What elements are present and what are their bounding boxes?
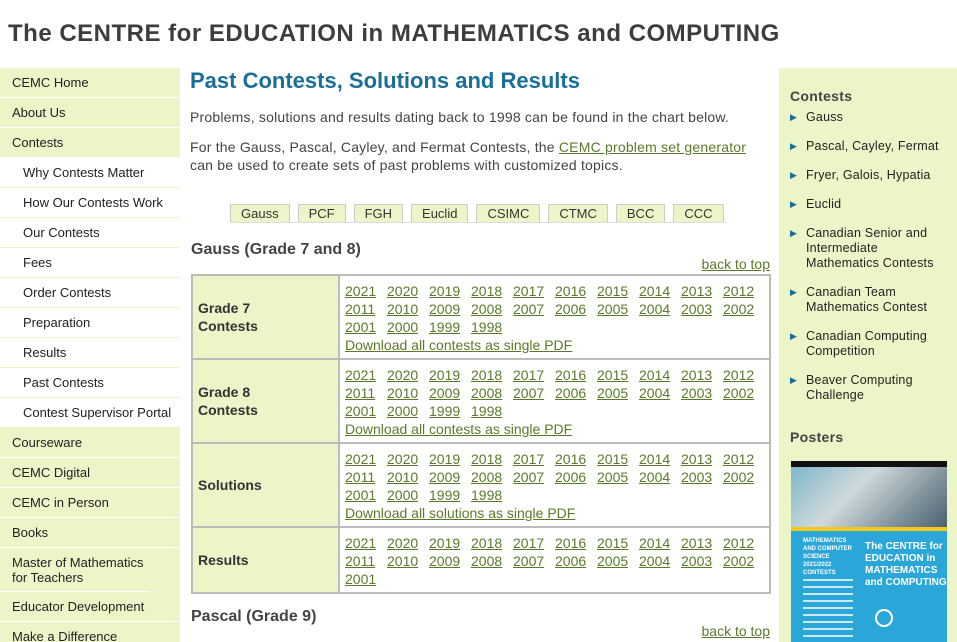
poster-photo [791,467,947,527]
year-link[interactable]: 2012 [723,282,755,299]
year-link[interactable]: 1999 [429,402,461,419]
nav-contest-supervisor-portal[interactable]: Contest Supervisor Portal [0,398,180,428]
tabs-divider [230,222,726,223]
poster-title: The CENTRE for EDUCATION in MATHEMATICS and COMPUTING [865,541,947,588]
year-link[interactable]: 2021 [345,450,377,467]
back-to-top-link[interactable]: back to top [701,623,770,639]
year-link[interactable]: 2019 [429,450,461,467]
year-link[interactable]: 2018 [471,366,503,383]
year-link[interactable]: 2017 [513,282,545,299]
year-link[interactable]: 2009 [429,300,461,317]
year-link[interactable]: 2003 [681,384,713,401]
year-link[interactable]: 2007 [513,300,545,317]
nav-courseware[interactable]: Courseware [0,428,180,458]
contest-links [779,110,957,403]
year-links [345,282,765,336]
poster-stripe [791,527,947,531]
year-link[interactable]: 2017 [513,366,545,383]
year-link[interactable]: 2015 [597,282,629,299]
right-sidebar [779,68,957,642]
year-link[interactable]: 2008 [471,300,503,317]
year-link[interactable]: 2009 [429,552,461,569]
year-link[interactable]: 2001 [345,318,377,335]
year-link[interactable]: 2002 [723,552,755,569]
year-link[interactable]: 2000 [387,486,419,503]
year-link[interactable]: 2013 [681,534,713,551]
nav-why-contests-matter[interactable]: Why Contests Matter [0,158,180,188]
contest-link[interactable] [779,373,939,403]
contest-link[interactable] [779,285,939,315]
year-link[interactable]: 2014 [639,282,671,299]
nav-past-contests[interactable]: Past Contests [0,368,180,398]
year-link[interactable]: 2019 [429,366,461,383]
year-link[interactable]: 2020 [387,534,419,551]
year-link[interactable]: 2020 [387,282,419,299]
row-label: Results [192,527,339,593]
year-links [345,534,765,588]
contest-link-label: Beaver Computing Challenge [806,373,913,402]
year-link[interactable]: 2000 [387,318,419,335]
row-label: Grade 7 Contests [192,275,339,359]
year-link[interactable]: 2005 [597,468,629,485]
year-link[interactable]: 2007 [513,384,545,401]
year-link[interactable]: 2005 [597,384,629,401]
back-to-top-link[interactable]: back to top [701,256,770,272]
poster-logo-icon [875,609,893,627]
year-link[interactable]: 2010 [387,384,419,401]
year-link[interactable]: 1998 [471,402,503,419]
year-link[interactable]: 2007 [513,552,545,569]
nav-our-contests[interactable]: Our Contests [0,218,180,248]
row-links [339,527,770,593]
year-link[interactable]: 2013 [681,366,713,383]
year-link[interactable]: 2016 [555,534,587,551]
year-link[interactable]: 2021 [345,534,377,551]
year-link[interactable]: 2021 [345,366,377,383]
year-link[interactable]: 2008 [471,552,503,569]
nav-cemc-in-person[interactable]: CEMC in Person [0,488,180,518]
contest-link[interactable] [779,329,939,359]
contest-tabs [230,204,732,223]
contest-link-label: Fryer, Galois, Hypatia [806,168,931,182]
nav-preparation[interactable]: Preparation [0,308,180,338]
contest-link[interactable] [779,139,957,154]
year-link[interactable]: 2018 [471,450,503,467]
arrow-right-icon: ▶ [790,331,798,341]
main-content [190,66,772,642]
year-link[interactable]: 2019 [429,534,461,551]
year-link[interactable]: 2017 [513,450,545,467]
year-link[interactable]: 2014 [639,534,671,551]
tab-euclid[interactable]: Euclid [411,204,468,223]
gauss-table [191,274,771,594]
arrow-right-icon: ▶ [790,170,798,180]
year-link[interactable]: 2006 [555,468,587,485]
year-link[interactable]: 2011 [345,552,376,569]
year-link[interactable]: 2003 [681,552,713,569]
nav-educator-development[interactable]: Educator Development [0,592,180,622]
year-link[interactable]: 2020 [387,450,419,467]
pascal-section-title: Pascal (Grade 9) [191,608,317,625]
arrow-right-icon: ▶ [790,141,798,151]
contests-heading: Contests [790,88,853,104]
year-link[interactable]: 1998 [471,486,503,503]
year-link[interactable]: 2012 [723,534,755,551]
year-link[interactable]: 2014 [639,366,671,383]
year-link[interactable]: 1999 [429,318,461,335]
tab-ccc[interactable]: CCC [673,204,723,223]
tab-pcf[interactable]: PCF [298,204,346,223]
year-link[interactable]: 2018 [471,282,503,299]
intro-paragraph-2: For the Gauss, Pascal, Cayley, and Fermat Contests, the CEMC problem set generator can be used to create sets of past problems with customized topics. [190,139,747,173]
gauss-row [192,527,770,593]
contest-link-label: Gauss [806,110,844,124]
year-link[interactable]: 2006 [555,384,587,401]
year-link[interactable]: 2006 [555,552,587,569]
year-link[interactable]: 2002 [723,300,755,317]
year-link[interactable]: 2016 [555,282,587,299]
year-link[interactable]: 2007 [513,468,545,485]
year-link[interactable]: 2004 [639,552,671,569]
row-links [339,275,770,359]
nav-how-contests-work[interactable]: How Our Contests Work [0,188,180,218]
year-link[interactable]: 2012 [723,366,755,383]
contest-link-label: Euclid [806,197,842,211]
tab-bcc[interactable]: BCC [616,204,665,223]
contest-link-label: Canadian Computing Competition [806,329,928,358]
arrow-right-icon: ▶ [790,199,798,209]
year-link[interactable]: 1999 [429,486,461,503]
year-link[interactable]: 2011 [345,384,376,401]
arrow-right-icon: ▶ [790,287,798,297]
nav-fees[interactable]: Fees [0,248,180,278]
year-link[interactable]: 2019 [429,282,461,299]
poster-subtitle: MATHEMATICS AND COMPUTER SCIENCE 2021/2022 CONTESTS [803,538,852,576]
year-link[interactable]: 2009 [429,468,461,485]
year-link[interactable]: 2005 [597,300,629,317]
arrow-right-icon: ▶ [790,375,798,385]
year-link[interactable]: 2016 [555,450,587,467]
nav-about-us[interactable]: About Us [0,98,180,128]
year-link[interactable]: 2014 [639,450,671,467]
gauss-row [192,359,770,443]
year-link[interactable]: 2015 [597,450,629,467]
download-all-pdf-link[interactable]: Download all contests as single PDF [345,336,573,353]
year-link[interactable]: 2004 [639,468,671,485]
year-link[interactable]: 2008 [471,468,503,485]
contest-link[interactable] [779,197,957,212]
year-link[interactable]: 2015 [597,366,629,383]
year-link[interactable]: 2013 [681,450,713,467]
arrow-right-icon: ▶ [790,228,798,238]
year-link[interactable]: 2011 [345,468,376,485]
left-navigation [0,68,180,642]
year-link[interactable]: 2005 [597,552,629,569]
row-links [339,359,770,443]
year-link[interactable]: 2016 [555,366,587,383]
year-link[interactable]: 2003 [681,300,713,317]
year-link[interactable]: 2020 [387,366,419,383]
year-link[interactable]: 2012 [723,450,755,467]
nav-contests[interactable]: Contests [0,128,180,158]
year-link[interactable]: 2015 [597,534,629,551]
gauss-row [192,275,770,359]
tab-gauss[interactable]: Gauss [230,204,290,223]
nav-master-of-mathematics-for-teachers[interactable]: Master of Mathematics for Teachers [0,548,150,592]
arrow-right-icon: ▶ [790,112,798,122]
nav-make-a-difference[interactable]: Make a Difference [0,622,180,642]
year-link[interactable]: 2003 [681,468,713,485]
tab-fgh[interactable]: FGH [354,204,403,223]
contest-link[interactable] [779,168,957,183]
year-link[interactable]: 2000 [387,402,419,419]
gauss-section-title: Gauss (Grade 7 and 8) [191,241,361,258]
year-link[interactable]: 2010 [387,552,419,569]
year-link[interactable]: 2011 [345,300,376,317]
contest-link-label: Canadian Team Mathematics Contest [806,285,928,314]
contest-link[interactable] [779,110,957,125]
year-links [345,450,765,504]
year-link[interactable]: 2010 [387,468,419,485]
nav-cemc-home[interactable]: CEMC Home [0,68,180,98]
year-link[interactable]: 2021 [345,282,377,299]
row-links [339,443,770,527]
year-link[interactable]: 2001 [345,402,377,419]
download-all-pdf-link[interactable]: Download all contests as single PDF [345,420,573,437]
year-link[interactable]: 2008 [471,384,503,401]
year-link[interactable]: 2009 [429,384,461,401]
download-all-pdf-link[interactable]: Download all solutions as single PDF [345,504,576,521]
year-link[interactable]: 2018 [471,534,503,551]
nav-results[interactable]: Results [0,338,180,368]
site-title[interactable]: The CENTRE for EDUCATION in MATHEMATICS and COMPUTING [8,20,780,47]
page-title: Past Contests, Solutions and Results [190,68,580,93]
year-link[interactable]: 2004 [639,300,671,317]
problem-set-generator-link[interactable]: CEMC problem set generator [558,139,747,155]
year-links [345,366,765,420]
nav-order-contests[interactable]: Order Contests [0,278,180,308]
nav-cemc-digital[interactable]: CEMC Digital [0,458,180,488]
year-link[interactable]: 2002 [723,384,755,401]
poster-details [803,579,853,642]
tab-csimc[interactable]: CSIMC [476,204,540,223]
year-link[interactable]: 2013 [681,282,713,299]
year-link[interactable]: 2001 [345,486,377,503]
tab-ctmc[interactable]: CTMC [548,204,608,223]
year-link[interactable]: 2010 [387,300,419,317]
site-header [0,0,957,66]
year-link[interactable]: 2001 [345,570,377,587]
contest-poster[interactable] [791,461,947,642]
intro-paragraph-1: Problems, solutions and results dating back to 1998 can be found in the chart below. [190,109,730,125]
year-link[interactable]: 2017 [513,534,545,551]
row-label: Solutions [192,443,339,527]
year-link[interactable]: 2002 [723,468,755,485]
posters-heading: Posters [790,429,844,445]
year-link[interactable]: 2006 [555,300,587,317]
contest-link-label: Pascal, Cayley, Fermat [806,139,939,153]
row-label: Grade 8 Contests [192,359,339,443]
gauss-row [192,443,770,527]
contest-link[interactable] [779,226,947,271]
contest-link-label: Canadian Senior and Intermediate Mathematics Contests [806,226,934,270]
nav-books[interactable]: Books [0,518,180,548]
year-link[interactable]: 1998 [471,318,503,335]
year-link[interactable]: 2004 [639,384,671,401]
